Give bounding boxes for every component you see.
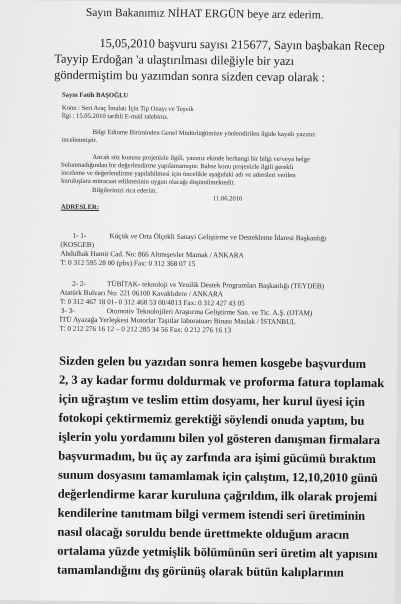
paragraph-2-line-4: kuruluşlara müracaat edilmesinin uygun olacağı düşünülmektedir. — [61, 177, 236, 187]
body-line: değerlendirme karar kuruluna çağrıldım, ilk olarak projemi — [57, 486, 378, 504]
body-text — [57, 354, 389, 597]
body-line: başvurmadım, bu üç ay zarfında ara işimi gücümü bıraktım — [58, 448, 377, 466]
paragraph-2-line-3: inceleme ve değerlendirme yapılabilmesi için öncelikle aşağıdaki adı ve adresleri verilen — [61, 169, 296, 180]
salutation: Sayın Bakanımız NİHAT ERGÜN beye arz ederim. — [85, 6, 324, 22]
body-line: işlerin yolu yordamını bilen yol gösteren danışman firmalara — [58, 429, 381, 448]
body-line: Sizden gelen bu yazıdan sonra hemen kosgebe başvurdum — [59, 353, 367, 371]
letter-line-1: 15,05,2010 başvuru sayısı 215677, Sayın başbakan Recep — [99, 36, 385, 54]
body-line: kendilerine tanıtmam bilgi vermem istendi seri üretiminin — [57, 505, 366, 523]
paragraph-2-line-1: Ancak söz konusu projenizle ilgili, yazınız ekinde herhangi bir bilgi ve/veya belge — [92, 153, 310, 164]
letter-line-2: Tayyip Erdoğan 'a ulaştırılması dileğiyle bir yazı — [54, 51, 295, 69]
paragraph-2-line-2: bulunmadığından bir değerlendirme yapılamamıştır. Bahse konu projenizle ilgili gerekli — [61, 161, 294, 172]
address-2-name: TÜBİTAK- teknoloji ve Yenilik Destek Programları Başkanlığı (TEYDEB) — [106, 280, 325, 291]
closing-line: Bilgilerinizi rica ederim. — [91, 186, 158, 195]
address-3-name: Otomotiv Teknolojileri Araştırma Geliştirme San. ve Tic. A.Ş. (OTAM) — [106, 307, 313, 318]
address-1-phone: T: 0 312 595 28 00 (pbx) Fax: 0 312 368 07 15 — [60, 258, 196, 269]
body-line: sunum dosyasını tamamlamak için çalıştım, 12,10,2010 günü — [57, 467, 378, 485]
address-1-name: Küçük ve Orta Ölçekli Sanayi Geliştirme ve Destekleme İdaresi Başkanlığı — [109, 232, 327, 243]
body-line: tamamlandığını dış görünüş olarak bütün kalıplarının — [56, 562, 344, 580]
body-line: için uğraştım ve teslim ettim dosyamı, her kurul üyesi için — [58, 391, 365, 409]
address-1-abbr: (KOSGEB) — [60, 240, 95, 249]
reference-line: İlgi : 15.05.2010 tarihli E-mail talebiniz. — [61, 112, 169, 121]
address-1-street: Abdulhak Hamit Cad. No: 866 Altmışevler Mamak / ANKARA — [60, 249, 244, 260]
address-3-street: İTÜ Ayazağa Yerleşkesi Motorlar Taşıtlar laboratuarı Binası Maslak / İSTANBUL — [59, 315, 296, 327]
address-3-phone: T: 0 212 276 16 12 – 0 212 285 34 56 Fax: 0 212 276 16 13 — [59, 324, 232, 335]
paragraph-1-line-1: Bilgi Edinme Biriminden Genel Müdürlüğümüze yönlendirilen ilgide kayıtlı yazınız — [92, 128, 316, 139]
address-2-phone: T: 0 312 467 18 01- 0 312 468 53 00/4813 Fax: 0 312 427 43 05 — [59, 297, 245, 308]
body-line: fotokopi çektirmemiz gerektiği söylendi onuda yaptım, bu — [58, 410, 365, 428]
body-line: 2, 3 ay kadar formu doldurmak ve proforma fatura toplamak — [58, 372, 385, 391]
body-line: ortalama yüzde yetmişlik bölümünün seri üretim alt yapısını — [57, 543, 378, 561]
recipient-name: Sayın Fatih BAŞOĞLU — [61, 91, 129, 100]
subject-line: Konu : Seri Araç İmalatı İçin Tip Onayı ve Teşvik — [61, 104, 194, 114]
addresses-title: ADRESLER: — [60, 203, 99, 212]
address-1-number: 1- 1- — [72, 231, 87, 240]
body-line: nasıl olacağı soruldu bende ürettmekte olduğum aracın — [57, 524, 350, 542]
address-3-number: 3- 3- — [60, 306, 75, 315]
address-2-street: Atatürk Bulvarı No: 221 06100 Kavaklıdere / ANKARA — [59, 288, 224, 299]
letter-date: 11.06.2010 — [212, 195, 243, 203]
address-2-number: 2- 2- — [71, 279, 86, 288]
letter-line-3: göndermiştim bu yazımdan sonra sizden cevap olarak : — [54, 67, 326, 85]
paragraph-1-line-2: incelenmiştir. — [61, 136, 98, 145]
